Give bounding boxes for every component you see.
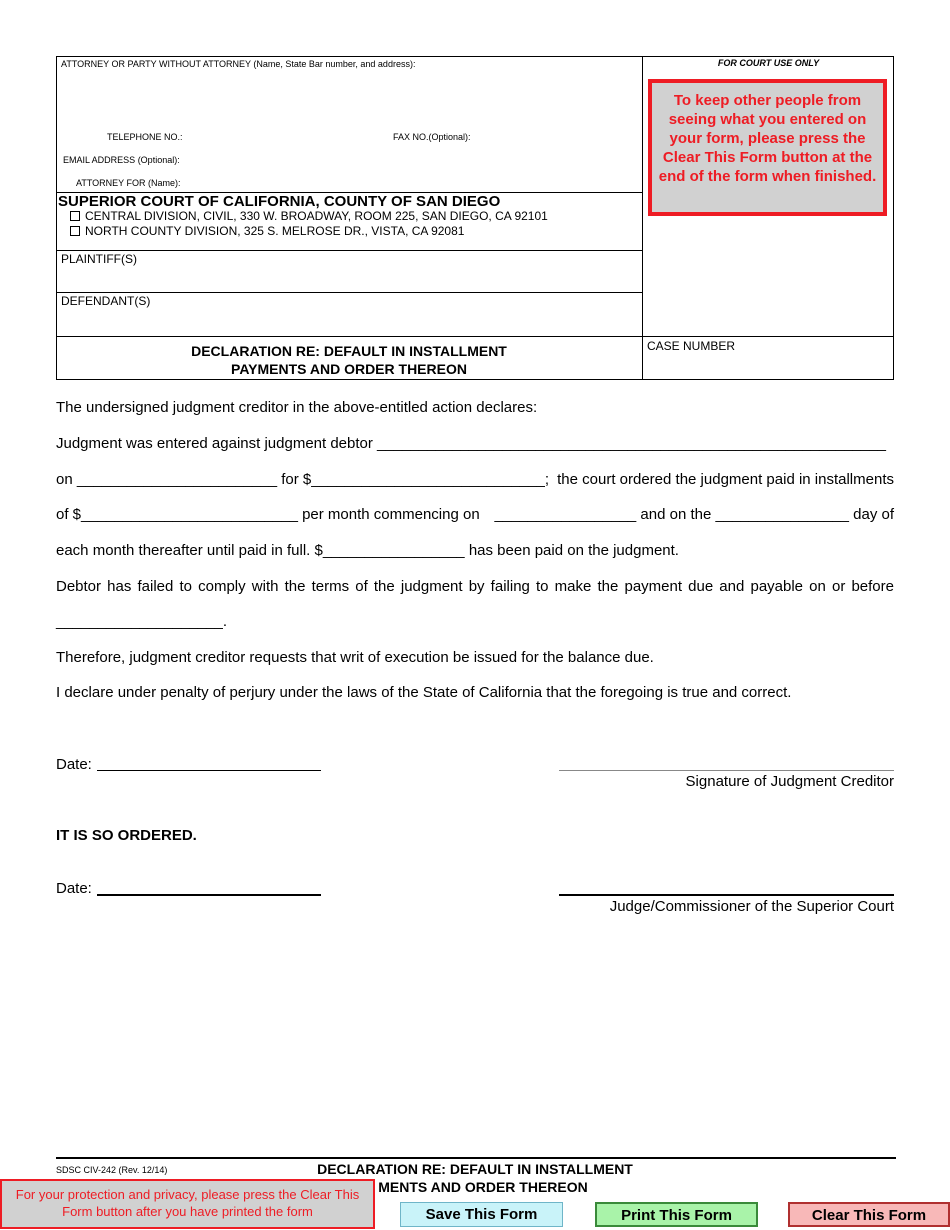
clear-button[interactable]: Clear This Form (788, 1202, 950, 1227)
attorney-for-input[interactable] (190, 175, 638, 189)
attorney-for-label: ATTORNEY FOR (Name): (76, 178, 181, 188)
court-use-label: FOR COURT USE ONLY (717, 58, 820, 68)
perjury-line: I declare under penalty of perjury under the laws of the State of California that the foregoing is true and correct. (56, 684, 792, 701)
footer-rule (56, 1157, 896, 1159)
divider-plaintiff (56, 250, 642, 251)
email-input[interactable] (190, 152, 638, 166)
header-column-divider (642, 56, 643, 380)
so-ordered-text: IT IS SO ORDERED. (56, 827, 197, 844)
print-button[interactable]: Print This Form (595, 1202, 758, 1227)
central-division-checkbox[interactable] (70, 211, 80, 221)
creditor-signature-label: Signature of Judgment Creditor (685, 773, 894, 790)
installment-part2: _________________ and on the ________________ day of (494, 506, 894, 523)
paid-line: each month thereafter until paid in full. $_________________ has been paid on the judgment. (56, 542, 679, 559)
date-label-1: Date: (56, 756, 92, 773)
telephone-input[interactable] (190, 129, 380, 143)
division-north-row (70, 224, 464, 238)
divider-defendant (56, 292, 642, 293)
request-line: Therefore, judgment creditor requests that writ of execution be issued for the balance due. (56, 649, 654, 666)
footer-title-line1: DECLARATION RE: DEFAULT IN INSTALLMENT (317, 1161, 633, 1177)
north-division-checkbox[interactable] (70, 226, 80, 236)
attorney-input[interactable] (60, 72, 638, 128)
debtor-line: Judgment was entered against judgment debtor _____________________________________________________________ (56, 435, 886, 452)
judge-signature-line (559, 894, 894, 896)
failure-date-line: ____________________. (56, 613, 228, 630)
fax-input[interactable] (478, 129, 638, 143)
intro-text: The undersigned judgment creditor in the above-entitled action declares: (56, 399, 538, 416)
divider-title (56, 336, 894, 337)
footer-title-line2: MENTS AND ORDER THEREON (378, 1179, 588, 1195)
installment-line (56, 506, 894, 524)
judge-signature-label: Judge/Commissioner of the Superior Court (609, 898, 894, 915)
save-button[interactable]: Save This Form (400, 1202, 563, 1227)
defendant-label: DEFENDANT(S) (61, 294, 151, 308)
form-title-line2: PAYMENTS AND ORDER THEREON (231, 361, 467, 377)
email-label: EMAIL ADDRESS (Optional): (63, 155, 180, 165)
attorney-label: ATTORNEY OR PARTY WITHOUT ATTORNEY (Name, State Bar number, and address): (61, 59, 416, 69)
form-title-line1: DECLARATION RE: DEFAULT IN INSTALLMENT (191, 343, 507, 359)
form-title (56, 342, 642, 378)
date-input-2[interactable] (97, 894, 321, 896)
north-division-label: NORTH COUNTY DIVISION, 325 S. MELROSE DR., VISTA, CA 92081 (85, 224, 465, 238)
plaintiff-input[interactable] (60, 268, 638, 288)
judgment-amount-part1: on ________________________ for $____________________________; (56, 471, 550, 488)
telephone-label: TELEPHONE NO.: (107, 132, 183, 142)
creditor-signature-line (559, 770, 894, 771)
privacy-banner: For your protection and privacy, please press the Clear This Form button after you have printed the form (0, 1179, 375, 1229)
date-input-1[interactable] (97, 770, 321, 771)
installment-part1: of $__________________________ per month commencing on (56, 506, 480, 523)
division-central-row (70, 209, 548, 223)
central-division-label: CENTRAL DIVISION, CIVIL, 330 W. BROADWAY, ROOM 225, SAN DIEGO, CA 92101 (85, 209, 548, 223)
form-id: SDSC CIV-242 (Rev. 12/14) (56, 1165, 168, 1175)
defendant-input[interactable] (60, 310, 638, 332)
failure-line: Debtor has failed to comply with the terms of the judgment by failing to make the payment due and payable on or before (56, 578, 894, 595)
fax-label: FAX NO.(Optional): (393, 132, 471, 142)
privacy-notice-box: To keep other people from seeing what you entered on your form, please press the Clear This Form button at the end of the form when finished. (648, 79, 887, 216)
date-label-2: Date: (56, 880, 92, 897)
judgment-amount-line (56, 471, 894, 489)
plaintiff-label: PLAINTIFF(S) (61, 252, 138, 266)
court-name: SUPERIOR COURT OF CALIFORNIA, COUNTY OF SAN DIEGO (58, 193, 501, 210)
case-number-label: CASE NUMBER (647, 339, 736, 353)
judgment-amount-part2: the court ordered the judgment paid in installments (557, 471, 894, 488)
case-number-input[interactable] (647, 356, 890, 376)
